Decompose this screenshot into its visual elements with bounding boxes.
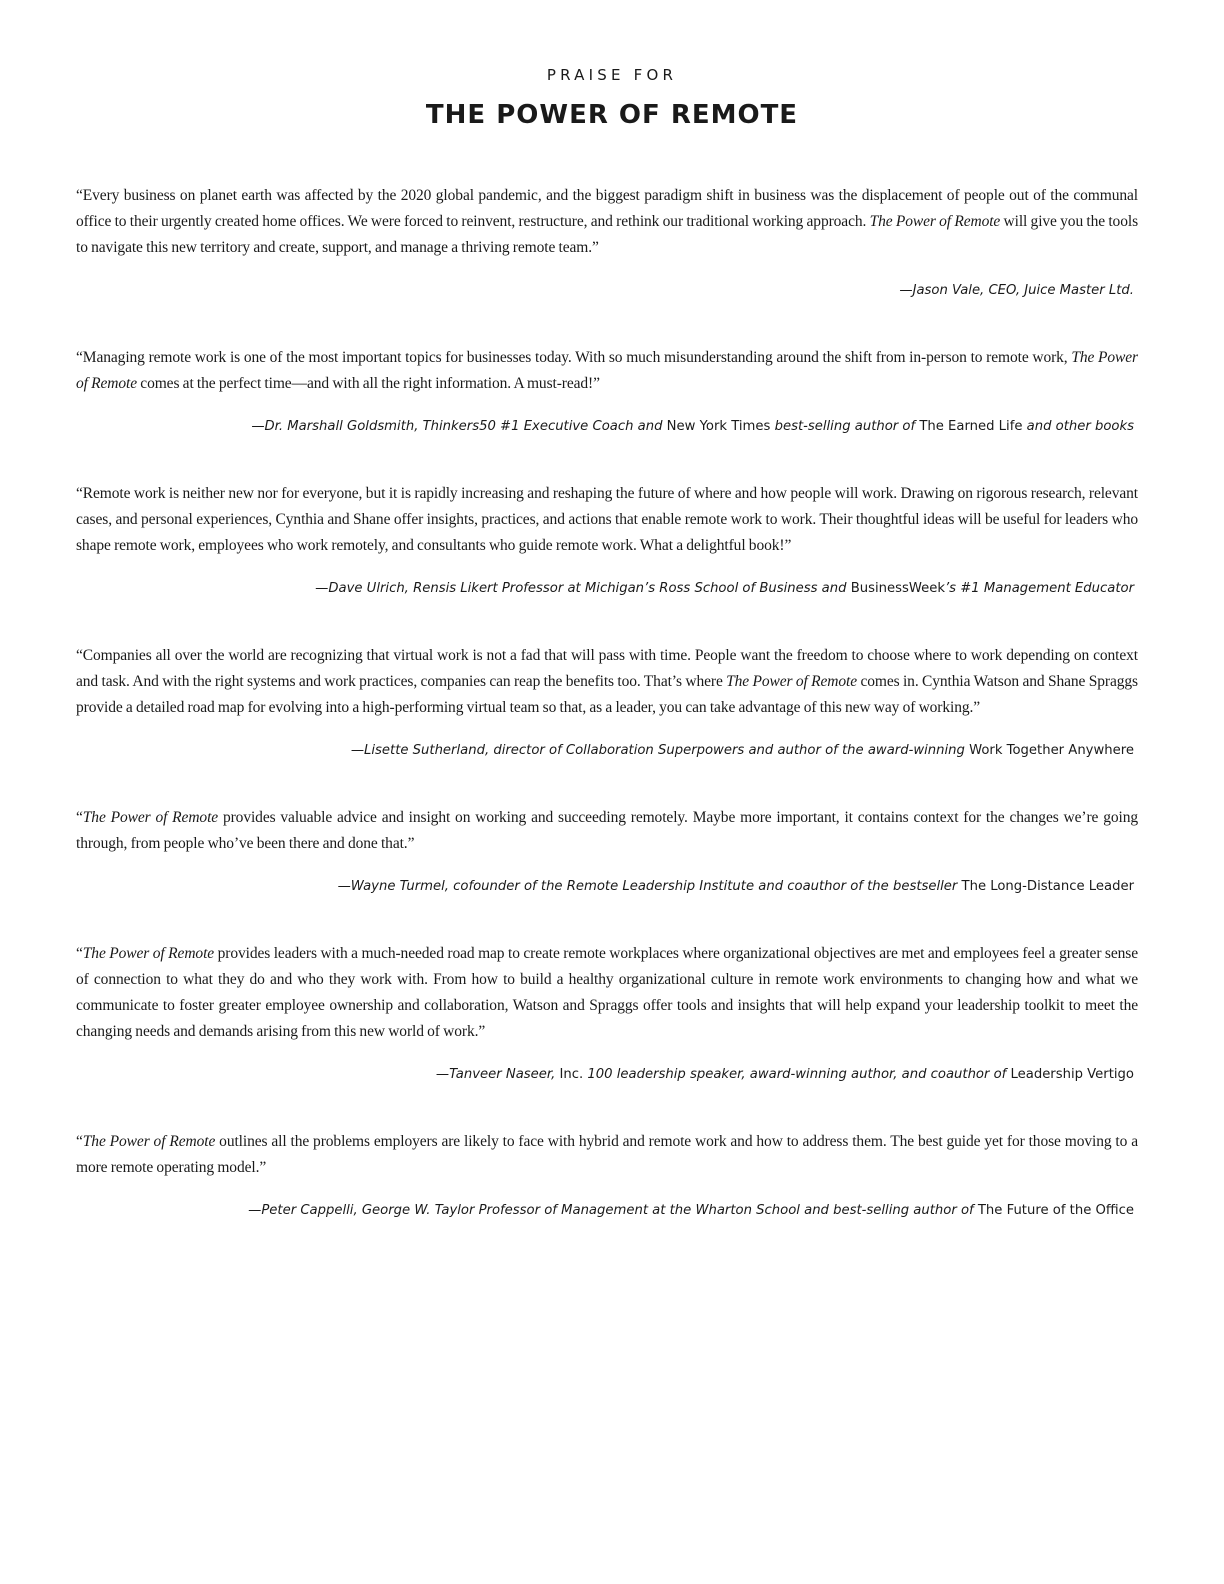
blurb-attribution [236, 1197, 1134, 1224]
italic-text-run: and other books [1022, 419, 1134, 434]
blurb-attribution [236, 1061, 1134, 1088]
blurb-quote [76, 183, 1138, 261]
italic-text-run: The Power of Remote [82, 1133, 216, 1150]
blurb-quote [76, 1129, 1138, 1181]
text-run: “ [76, 809, 83, 826]
italic-text-run: best-selling author of [770, 419, 920, 434]
text-run: New York Times [666, 419, 771, 434]
praise-eyebrow: PRAISE FOR [546, 66, 678, 84]
italic-text-run: —Dr. Marshall Goldsmith, Thinkers50 #1 Executive Coach and [251, 419, 667, 434]
blurb-attribution [236, 277, 1134, 304]
blurb-quote [76, 643, 1138, 721]
text-run: “Companies all over the world are recognizing that virtual work is not a fad that will pass with time. People want the freedom to choose where to work depending on context and task. And with the right systems and work practices, companies can reap the benefits too. That’s where [76, 647, 1138, 690]
text-run: Inc. [559, 1067, 584, 1082]
blurb-jason-vale [76, 183, 1138, 304]
blurb-attribution [236, 575, 1134, 602]
blurb-dave-ulrich [76, 481, 1138, 602]
book-title: THE POWER OF REMOTE [425, 100, 799, 130]
blurb-attribution [236, 737, 1134, 764]
italic-text-run: The Power of Remote [76, 349, 1138, 392]
text-run: outlines all the problems employers are likely to face with hybrid and remote work and how to address them. The best guide yet for those moving to a more remote operating model.” [76, 1133, 1139, 1176]
text-run: Work Together Anywhere [969, 743, 1134, 758]
blurb-list [76, 183, 1138, 1224]
blurb-quote [76, 481, 1138, 559]
text-run: “Managing remote work is one of the most important topics for businesses today. With so much misunderstanding around the shift from in-person to remote work, [76, 349, 1072, 366]
text-run: comes at the perfect time—and with all the right information. A must-read!” [137, 375, 600, 392]
blurb-attribution [236, 413, 1134, 440]
italic-text-run: —Wayne Turmel, cofounder of the Remote Leadership Institute and coauthor of the bestseller [337, 879, 962, 894]
text-run: comes in. Cynthia Watson and Shane Spraggs provide a detailed road map for evolving into a high-performing virtual team so that, as a leader, you can take advantage of this new way of working.” [76, 673, 1138, 716]
blurb-wayne-turmel [76, 805, 1138, 900]
italic-text-run: The Power of Remote [82, 945, 215, 962]
text-run: The Future of the Office [977, 1203, 1134, 1218]
italic-text-run: The Power of Remote [726, 673, 858, 690]
blurb-quote [76, 345, 1138, 397]
italic-text-run: —Dave Ulrich, Rensis Likert Professor at Michigan’s Ross School of Business and [315, 581, 851, 596]
blurb-peter-cappelli [76, 1129, 1138, 1224]
italic-text-run: —Jason Vale, CEO, Juice Master Ltd. [899, 283, 1134, 298]
blurb-tanveer-naseer [76, 941, 1138, 1088]
text-run: “ [76, 945, 83, 962]
text-run: The Long-Distance Leader [961, 879, 1134, 894]
italic-text-run: 100 leadership speaker, award-winning author, and coauthor of [583, 1067, 1011, 1082]
italic-text-run: —Lisette Sutherland, director of Collaboration Superpowers and author of the award-winning [350, 743, 970, 758]
blurb-quote [76, 805, 1138, 857]
text-run: BusinessWeek [850, 581, 945, 596]
italic-text-run: The Power of Remote [869, 213, 1001, 230]
blurb-quote [76, 941, 1138, 1045]
text-run: will give you the tools to navigate this new territory and create, support, and manage a thriving remote team.” [76, 213, 1138, 256]
blurb-marshall-goldsmith [76, 345, 1138, 440]
italic-text-run: —Peter Cappelli, George W. Taylor Professor of Management at the Wharton School and best-selling author of [248, 1203, 978, 1218]
text-run: “Remote work is neither new nor for everyone, but it is rapidly increasing and reshaping the future of where and how people will work. Drawing on rigorous research, relevant cases, and personal experiences, Cynthia and Shane offer insights, practices, and actions that enable remote work to work. Their thoughtful ideas will be useful for leaders who shape remote work, employees who work remotely, and consultants who guide remote work. What a delightful book!” [76, 485, 1138, 554]
blurb-attribution [236, 873, 1134, 900]
text-run: Leadership Vertigo [1010, 1067, 1134, 1082]
text-run: “ [76, 1133, 83, 1150]
text-run: The Earned Life [919, 419, 1023, 434]
italic-text-run: ’s #1 Management Educator [944, 581, 1134, 596]
italic-text-run: —Tanveer Naseer, [435, 1067, 560, 1082]
text-run: “Every business on planet earth was affected by the 2020 global pandemic, and the biggest paradigm shift in business was the displacement of people out of the communal office to their urgently created home offices. We were forced to reinvent, restructure, and rethink our traditional working approach. [76, 187, 1138, 230]
text-run: provides valuable advice and insight on working and succeeding remotely. Maybe more important, it contains context for the changes we’re going through, from people who’ve been there and done that.” [76, 809, 1138, 852]
text-run: provides leaders with a much-needed road map to create remote workplaces where organizational objectives are met and employees feel a greater sense of connection to what they do and who they work with. From how to build a healthy organizational culture in remote work environments to changing how and what we communicate to foster greater employee ownership and collaboration, Watson and Spraggs offer tools and insights that will help expand your leadership toolkit to meet the changing needs and demands arising from this new world of work.” [76, 945, 1138, 1040]
italic-text-run: The Power of Remote [82, 809, 219, 826]
blurb-lisette-sutherland [76, 643, 1138, 764]
